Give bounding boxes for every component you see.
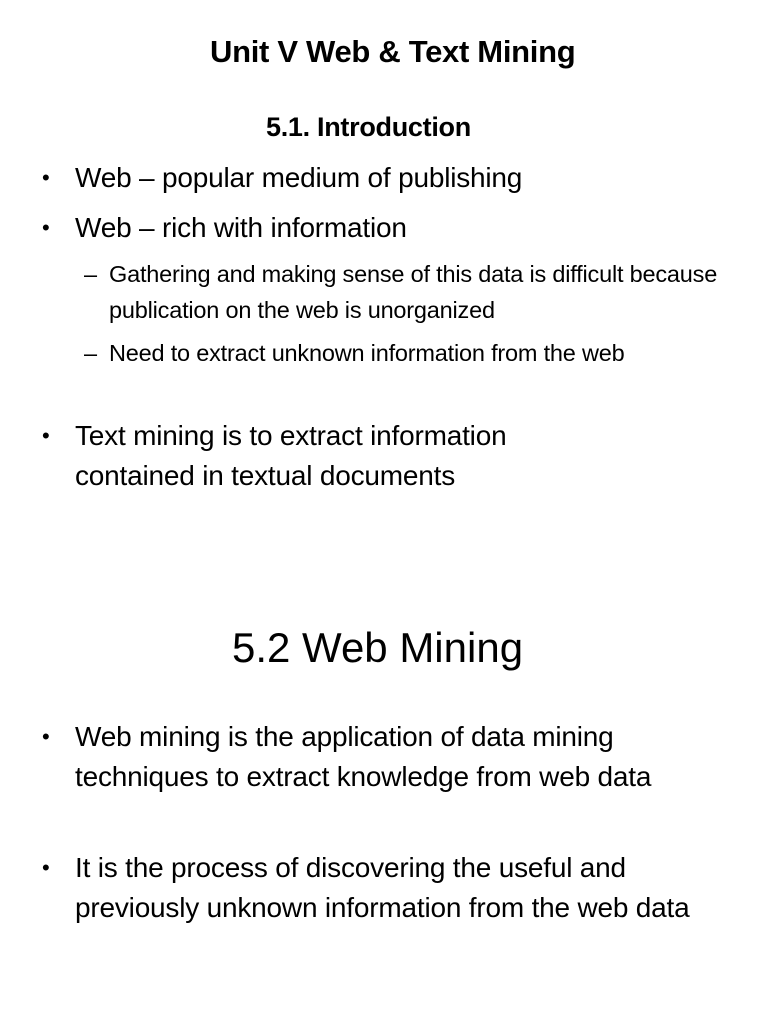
sub-bullet-text: Gathering and making sense of this data is difficult because publication on the web is unorganized <box>109 261 718 323</box>
bullet-icon: • <box>42 215 50 240</box>
bullet-item <box>42 158 732 198</box>
dash-icon: – <box>84 261 97 287</box>
dash-icon: – <box>84 340 97 366</box>
bullet-icon: • <box>42 165 50 190</box>
section-title-introduction: 5.1. Introduction <box>266 112 471 142</box>
bullet-text: Web mining is the application of data mining techniques to extract knowledge from web data <box>75 721 652 792</box>
sub-bullet-item <box>84 335 734 371</box>
bullet-item <box>42 208 732 248</box>
bullet-item <box>42 848 732 928</box>
bullet-icon: • <box>42 855 50 880</box>
sub-bullet-item <box>84 256 734 328</box>
section-title-web-mining: 5.2 Web Mining <box>232 624 524 671</box>
sub-bullet-text: Need to extract unknown information from the web <box>109 340 625 366</box>
bullet-text: Web – popular medium of publishing <box>75 162 523 193</box>
bullet-text: It is the process of discovering the useful and previously unknown information from the web data <box>75 852 690 923</box>
bullet-icon: • <box>42 724 50 749</box>
bullet-item <box>42 717 732 797</box>
unit-title: Unit V Web & Text Mining <box>210 34 576 69</box>
bullet-icon: • <box>42 423 50 448</box>
bullet-text: Web – rich with information <box>75 212 407 243</box>
slide-web-mining <box>0 600 768 1024</box>
bullet-item <box>42 416 622 496</box>
bullet-text: Text mining is to extract information contained in textual documents <box>75 420 507 491</box>
